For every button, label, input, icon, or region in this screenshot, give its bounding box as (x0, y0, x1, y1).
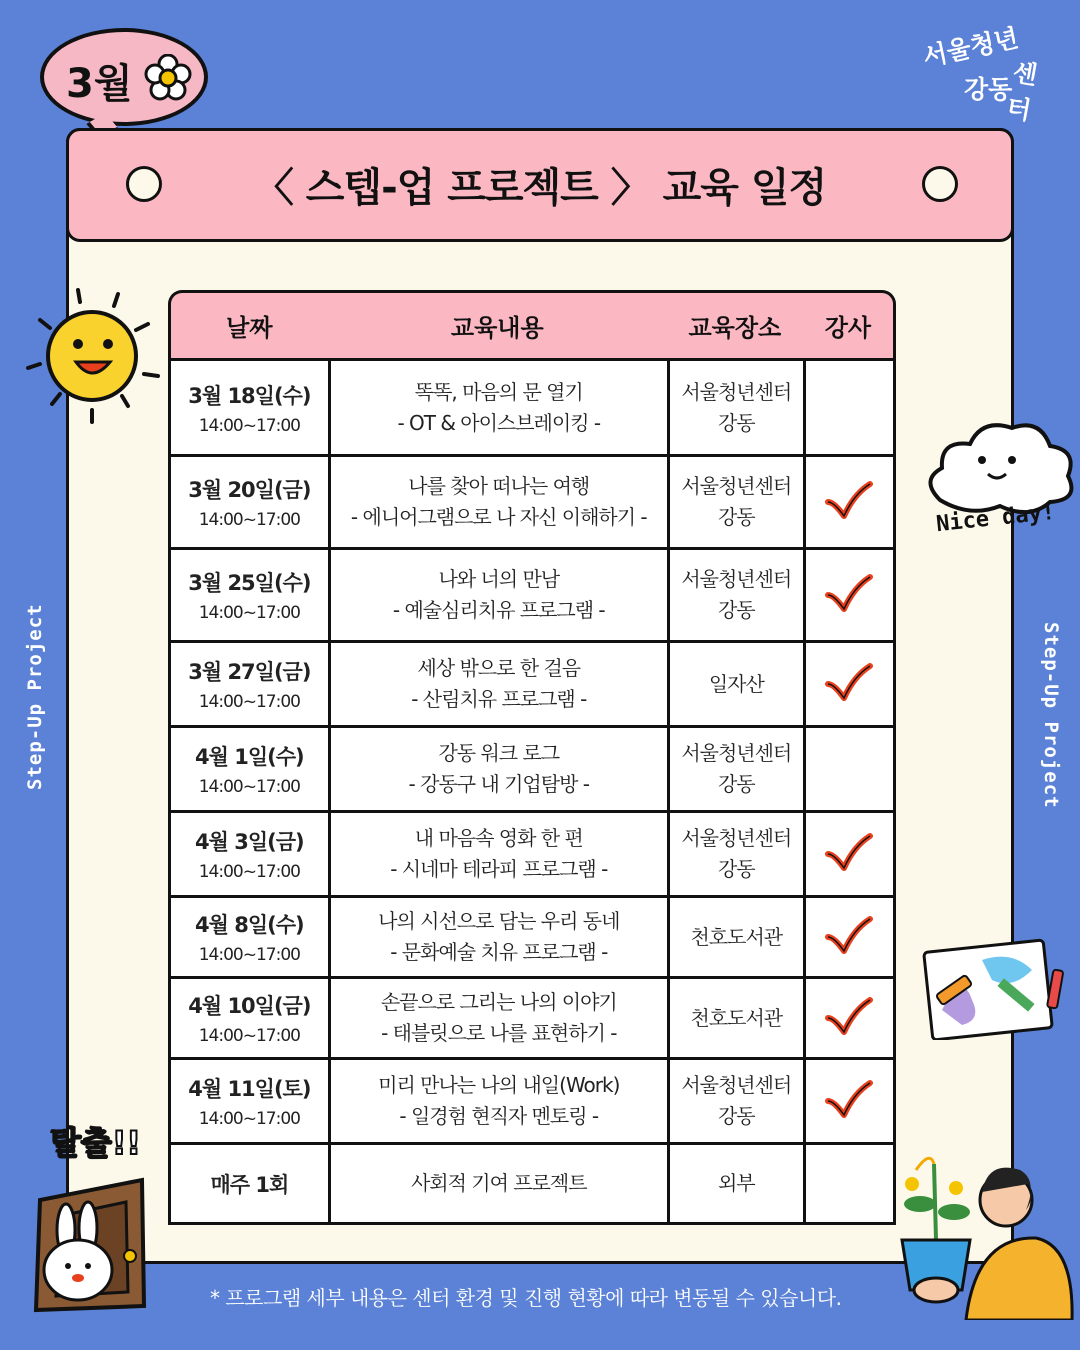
date-cell (171, 1060, 328, 1142)
person-plant-icon (896, 1140, 1076, 1320)
place-line: 서울청년센터 (681, 567, 792, 591)
place-line: 서울청년센터 (681, 474, 792, 498)
instructor-cell (803, 1145, 893, 1222)
check-icon (824, 480, 874, 524)
time-text: 14:00~17:00 (198, 603, 300, 623)
content-line: 세상 밖으로 한 걸음 (417, 656, 581, 680)
place-line: 강동 (717, 410, 755, 435)
header-place: 교육장소 (688, 314, 782, 342)
place-line: 서울청년센터 (681, 741, 792, 765)
table-row (171, 361, 893, 454)
check-icon (824, 915, 874, 959)
date-text: 4월 8일(수) (195, 913, 304, 937)
page-title: 〈 스텝-업 프로젝트 〉 교육 일정 (253, 165, 827, 211)
date-text: 3월 25일(수) (188, 571, 311, 595)
content-cell (328, 813, 667, 895)
place-cell (667, 550, 803, 640)
content-cell (328, 643, 667, 725)
date-cell (171, 550, 328, 640)
content-cell (328, 979, 667, 1057)
date-text: 매주 1회 (210, 1172, 289, 1197)
month-label: 3월 (66, 61, 133, 107)
table-row (171, 1057, 893, 1142)
table-row (171, 976, 893, 1057)
check-icon (824, 573, 874, 617)
logo-text-1: 서울청년 (920, 23, 1021, 72)
content-line: - OT & 아이스브레이킹 - (397, 410, 601, 435)
table-row (171, 895, 893, 976)
nice-day-sticker: Nice day! (935, 499, 1057, 538)
place-line: 외부 (717, 1171, 755, 1195)
check-icon (824, 996, 874, 1040)
time-text: 14:00~17:00 (198, 1109, 300, 1129)
content-line: 사회적 기여 프로젝트 (410, 1171, 587, 1195)
date-cell (171, 728, 328, 810)
place-line: 천호도서관 (690, 1005, 783, 1030)
table-row (171, 547, 893, 640)
place-cell (667, 361, 803, 454)
content-line: 손끝으로 그리는 나의 이야기 (380, 990, 617, 1014)
footnote: * 프로그램 세부 내용은 센터 환경 및 진행 현황에 따라 변동될 수 있습니다. (210, 1286, 842, 1310)
time-text: 14:00~17:00 (198, 692, 300, 712)
place-cell (667, 728, 803, 810)
place-line: 일자산 (708, 671, 764, 696)
header-instructor: 강사 (824, 314, 872, 342)
content-line: 나와 너의 만남 (438, 567, 560, 591)
content-line: 미리 만나는 나의 내일(Work) (378, 1073, 620, 1097)
content-line: - 일경험 현직자 멘토링 - (399, 1104, 599, 1128)
place-line: 천호도서관 (690, 924, 783, 949)
date-cell (171, 457, 328, 547)
place-line: 서울청년센터 (681, 379, 792, 404)
date-text: 4월 11일(토) (188, 1077, 311, 1101)
place-cell (667, 979, 803, 1057)
time-text: 14:00~17:00 (198, 1026, 300, 1046)
binder-hole-right (922, 166, 958, 202)
logo-text-3: 강동 (964, 75, 1013, 104)
rabbit-door-icon (26, 1110, 166, 1320)
place-line: 서울청년센터 (681, 826, 792, 850)
content-line: 나의 시선으로 담는 우리 동네 (378, 909, 620, 933)
time-text: 14:00~17:00 (198, 777, 300, 797)
content-line: - 시네마 테라피 프로그램 - (390, 857, 608, 881)
content-line: - 에니어그램으로 나 자신 이해하기 - (350, 505, 647, 529)
instructor-cell (803, 550, 893, 640)
date-cell (171, 979, 328, 1057)
table-body (168, 358, 896, 1225)
date-text: 3월 27일(금) (188, 660, 311, 684)
schedule-table (168, 290, 896, 1225)
table-row (171, 725, 893, 810)
date-text: 3월 20일(금) (188, 478, 311, 502)
place-line: 강동 (717, 1104, 755, 1128)
place-line: 강동 (717, 772, 755, 796)
place-cell (667, 1060, 803, 1142)
table-header (168, 290, 896, 358)
content-cell (328, 361, 667, 454)
instructor-cell (803, 979, 893, 1057)
time-text: 14:00~17:00 (198, 510, 300, 530)
check-icon (824, 1079, 874, 1123)
table-row (171, 640, 893, 725)
flower-icon (144, 54, 192, 102)
place-cell (667, 643, 803, 725)
header-date: 날짜 (226, 314, 273, 342)
content-line: 강동 워크 로그 (438, 741, 560, 765)
content-line: - 예술심리치유 프로그램 - (392, 598, 605, 622)
instructor-cell (803, 813, 893, 895)
date-text: 3월 18일(수) (188, 383, 311, 408)
check-icon (824, 662, 874, 706)
instructor-cell (803, 1060, 893, 1142)
side-text-right: Step-Up Project (1040, 622, 1062, 809)
content-cell (328, 728, 667, 810)
content-line: - 태블릿으로 나를 표현하기 - (381, 1021, 617, 1045)
content-cell (328, 898, 667, 976)
place-cell (667, 813, 803, 895)
instructor-cell (803, 457, 893, 547)
date-cell (171, 643, 328, 725)
place-line: 서울청년센터 (681, 1073, 792, 1097)
content-cell (328, 1145, 667, 1222)
drawing-pad-icon (922, 930, 1072, 1040)
instructor-cell (803, 728, 893, 810)
place-cell (667, 1145, 803, 1222)
date-text: 4월 1일(수) (195, 745, 304, 769)
check-icon (824, 832, 874, 876)
time-text: 14:00~17:00 (198, 415, 300, 436)
table-row (171, 810, 893, 895)
table-row (171, 1142, 893, 1222)
date-text: 4월 3일(금) (195, 830, 304, 854)
content-cell (328, 550, 667, 640)
logo-text-2: 센터 (1004, 57, 1040, 126)
content-line: 똑똑, 마음의 문 열기 (414, 379, 583, 404)
content-line: 나를 찾아 떠나는 여행 (408, 474, 590, 498)
date-cell (171, 898, 328, 976)
header-content: 교육내용 (450, 314, 544, 342)
content-line: 내 마음속 영화 한 편 (414, 826, 583, 850)
place-cell (667, 898, 803, 976)
content-line: - 산림치유 프로그램 - (411, 687, 587, 711)
instructor-cell (803, 361, 893, 454)
place-cell (667, 457, 803, 547)
date-text: 4월 10일(금) (188, 994, 311, 1018)
content-cell (328, 457, 667, 547)
instructor-cell (803, 643, 893, 725)
place-line: 강동 (717, 505, 755, 529)
sun-icon (18, 284, 168, 434)
date-cell (171, 361, 328, 454)
binder-hole-left (126, 166, 162, 202)
table-row (171, 454, 893, 547)
content-line: - 문화예술 치유 프로그램 - (390, 940, 608, 964)
instructor-cell (803, 898, 893, 976)
date-cell (171, 813, 328, 895)
date-cell (171, 1145, 328, 1222)
time-text: 14:00~17:00 (198, 862, 300, 882)
place-line: 강동 (717, 857, 755, 881)
center-logo (918, 22, 1058, 126)
content-cell (328, 1060, 667, 1142)
escape-sticker-text: 탈출!! (50, 1124, 142, 1162)
content-line: - 강동구 내 기업탐방 - (408, 772, 589, 796)
time-text: 14:00~17:00 (198, 945, 300, 965)
side-text-left: Step-Up Project (24, 603, 46, 790)
place-line: 강동 (717, 598, 755, 622)
